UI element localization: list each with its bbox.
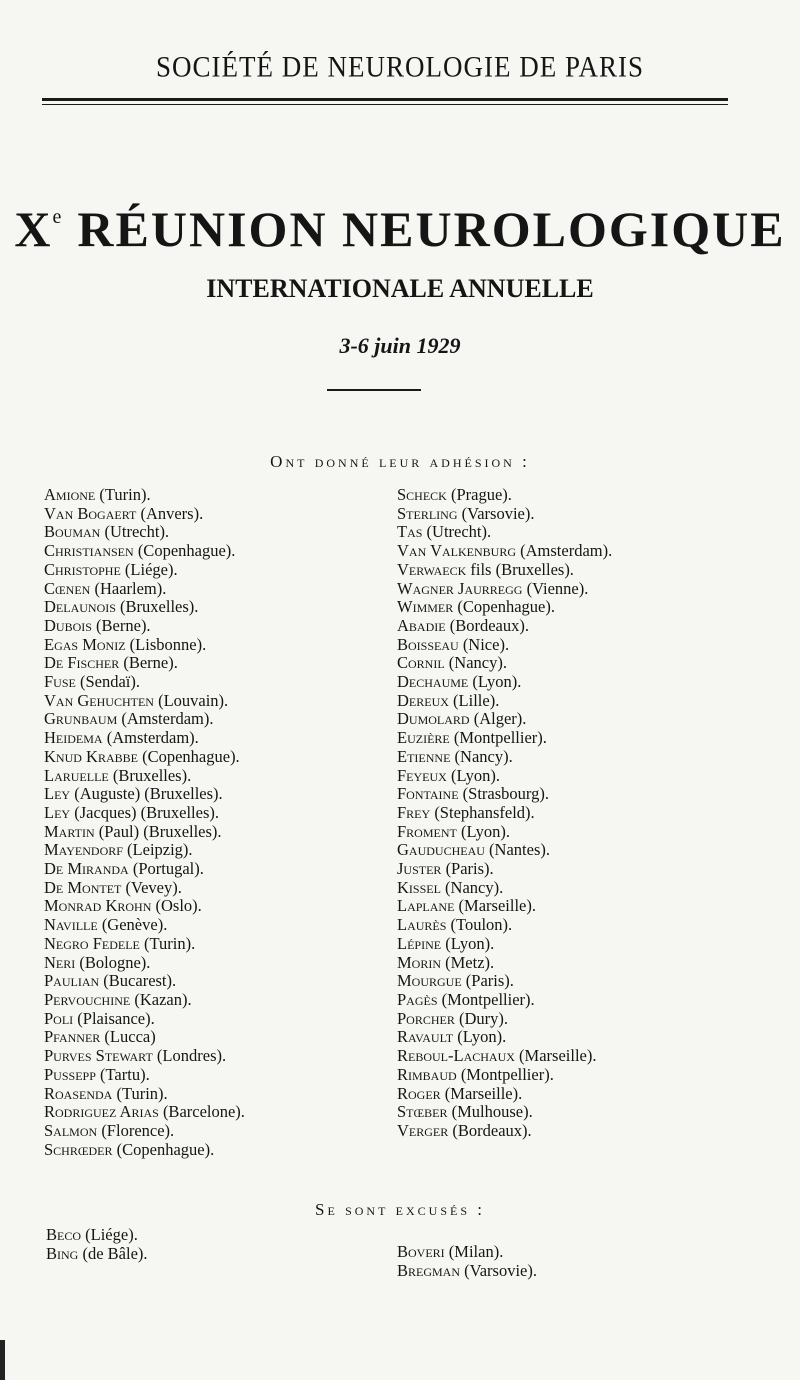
meeting-title — [0, 200, 800, 258]
member-name: Salmon — [44, 1120, 98, 1140]
member-location: (Toulon). — [446, 915, 513, 935]
member-location: (Bologne). — [75, 952, 151, 972]
list-item — [44, 767, 245, 786]
list-item — [44, 617, 245, 636]
member-name: Naville — [44, 915, 98, 935]
list-item — [44, 935, 245, 954]
list-item — [44, 748, 245, 767]
list-item — [397, 523, 612, 542]
member-name: Fontaine — [397, 784, 459, 804]
list-item — [397, 1243, 537, 1262]
list-item — [44, 1047, 245, 1066]
member-name: Sterling — [397, 503, 458, 523]
member-name: Grunbaum — [44, 709, 118, 729]
list-item — [44, 673, 245, 692]
list-item — [44, 916, 245, 935]
list-item — [44, 1028, 245, 1047]
member-name: Pussepp — [44, 1064, 96, 1084]
member-name: Rimbaud — [397, 1064, 457, 1084]
member-location: (Montpellier). — [437, 989, 535, 1009]
member-name: Cornil — [397, 653, 445, 673]
member-name: Bregman — [397, 1260, 461, 1280]
list-item — [44, 1085, 245, 1104]
adhesion-list-left — [44, 486, 245, 1159]
member-location: (Nice). — [458, 634, 510, 654]
member-location: (Lyon). — [456, 821, 511, 841]
adhesion-heading: Ont donné leur adhésion : — [270, 452, 530, 471]
member-location: (Barcelone). — [158, 1102, 245, 1122]
list-item — [397, 1010, 612, 1029]
member-name: Knud Krabbe — [44, 746, 138, 766]
member-location: (Bordeaux). — [448, 1120, 532, 1140]
member-location: (Nancy). — [440, 877, 504, 897]
member-name: Tas — [397, 522, 423, 542]
member-location: (Lille). — [448, 690, 500, 710]
member-location: (Berne). — [119, 653, 178, 673]
member-location: (Vienne). — [522, 578, 589, 598]
member-name: Cœnen — [44, 578, 91, 598]
member-location: (Portugal). — [128, 859, 204, 879]
member-name: Laurès — [397, 915, 447, 935]
title-ordinal: X — [14, 201, 53, 257]
member-location: (Louvain). — [153, 690, 229, 710]
society-header: SOCIÉTÉ DE NEUROLOGIE DE PARIS — [156, 50, 644, 84]
member-name: Pfanner — [44, 1027, 101, 1047]
member-location: (Copenhague). — [137, 746, 240, 766]
member-name: Van Gehuchten — [44, 690, 154, 710]
member-name: Feyeux — [397, 765, 447, 785]
member-name: Rodriguez Arias — [44, 1102, 159, 1122]
member-location: (Lyon). — [468, 672, 522, 692]
member-location: (Oslo). — [151, 896, 202, 916]
member-location: (Londres). — [152, 1046, 227, 1066]
list-item — [397, 841, 612, 860]
list-item — [44, 580, 245, 599]
list-item — [44, 1141, 245, 1160]
member-name: Roasenda — [44, 1083, 113, 1103]
member-name: Mourgue — [397, 971, 462, 991]
member-location: (Leipzig). — [122, 840, 193, 860]
member-name: Fuse — [44, 672, 76, 692]
list-item — [397, 486, 612, 505]
member-location: (Paul) (Bruxelles). — [94, 821, 222, 841]
member-name: Abadie — [397, 615, 446, 635]
member-location: (Jacques) (Bruxelles). — [70, 802, 219, 822]
list-item — [44, 954, 245, 973]
member-name: Porcher — [397, 1008, 455, 1028]
member-location: (Metz). — [441, 952, 495, 972]
member-location: (Genève). — [97, 915, 168, 935]
list-item — [44, 654, 245, 673]
list-item — [44, 804, 245, 823]
list-item — [397, 916, 612, 935]
member-location: (Amsterdam). — [102, 728, 199, 748]
member-name: Etienne — [397, 746, 451, 766]
list-item — [397, 617, 612, 636]
list-item — [397, 823, 612, 842]
list-item — [397, 1085, 612, 1104]
member-name: Stœber — [397, 1102, 448, 1122]
member-name: Boveri — [397, 1242, 445, 1261]
excused-heading: Se sont excusés : — [315, 1200, 485, 1219]
member-location: (Sendaï). — [75, 672, 141, 692]
list-item — [397, 1103, 612, 1122]
list-item — [44, 841, 245, 860]
member-location: (Marseille). — [440, 1083, 523, 1103]
adhesion-list-right — [397, 486, 612, 1141]
member-name: Lépine — [397, 933, 442, 953]
member-name: Amione — [44, 485, 96, 504]
member-name: Verger — [397, 1120, 449, 1140]
member-name: Monrad Krohn — [44, 896, 152, 916]
list-item — [44, 860, 245, 879]
member-name: Beco — [46, 1225, 82, 1244]
member-location: (Montpellier). — [456, 1064, 554, 1084]
list-item — [397, 598, 612, 617]
scan-edge-mark — [0, 1340, 5, 1380]
list-item — [397, 710, 612, 729]
member-location: (Nancy). — [444, 653, 507, 673]
member-location: (Bucarest). — [99, 971, 177, 991]
member-name: Laruelle — [44, 765, 109, 785]
member-name: Ley — [44, 784, 71, 804]
list-item — [44, 1122, 245, 1141]
member-name: De Montet — [44, 877, 122, 897]
member-location: (Lyon). — [446, 765, 501, 785]
member-location: (Tartu). — [95, 1064, 150, 1084]
member-location: (Nantes). — [484, 840, 550, 860]
member-name: Van Bogaert — [44, 503, 137, 523]
excused-list-right — [397, 1243, 537, 1280]
member-name: Bouman — [44, 522, 101, 542]
member-location: (Dury). — [454, 1008, 509, 1028]
list-item — [397, 729, 612, 748]
list-item — [44, 561, 245, 580]
member-name: Van Valkenburg — [397, 541, 516, 561]
member-name: Heidema — [44, 728, 103, 748]
member-location: (Bordeaux). — [445, 615, 529, 635]
title-text: RÉUNION NEUROLOGIQUE — [77, 201, 786, 257]
member-name: Dumolard — [397, 709, 470, 729]
list-item — [397, 1122, 612, 1141]
member-name: Pagès — [397, 989, 438, 1009]
member-name: Dubois — [44, 615, 92, 635]
member-location: (Bruxelles). — [108, 765, 192, 785]
member-name: Egas Moniz — [44, 634, 126, 654]
list-item — [397, 804, 612, 823]
member-location: (Varsovie). — [457, 503, 535, 523]
list-item — [46, 1226, 148, 1245]
list-item — [397, 580, 612, 599]
member-location: (Copenhague). — [133, 541, 236, 561]
member-name: Scheck — [397, 485, 447, 504]
meeting-date: 3-6 juin 1929 — [339, 333, 461, 358]
member-location: (Auguste) (Bruxelles). — [70, 784, 223, 804]
list-item — [44, 785, 245, 804]
list-item — [397, 561, 612, 580]
list-item — [44, 972, 245, 991]
list-item — [44, 1103, 245, 1122]
member-location: (Milan). — [444, 1242, 504, 1261]
list-item — [44, 1010, 245, 1029]
list-item — [397, 879, 612, 898]
member-name: Roger — [397, 1083, 441, 1103]
member-name: Ley — [44, 802, 71, 822]
list-item — [397, 1262, 537, 1281]
member-location: (Amsterdam). — [516, 541, 613, 561]
header-rule-thin — [42, 104, 728, 105]
member-location: (Prague). — [446, 485, 512, 504]
member-location: (Lyon). — [441, 933, 495, 953]
list-item — [397, 636, 612, 655]
member-location: (Turin). — [95, 485, 151, 504]
list-item — [397, 748, 612, 767]
member-name: Martin — [44, 821, 95, 841]
member-name: Dechaume — [397, 672, 469, 692]
list-item — [44, 636, 245, 655]
member-location: (Paris). — [441, 859, 494, 879]
list-item — [397, 654, 612, 673]
member-location: (Nancy). — [450, 746, 513, 766]
member-location: (Varsovie). — [460, 1260, 537, 1280]
member-name: Laplane — [397, 896, 455, 916]
list-item — [44, 486, 245, 505]
list-item — [397, 1047, 612, 1066]
member-location: (Strasbourg). — [458, 784, 549, 804]
list-item — [44, 542, 245, 561]
list-item — [397, 935, 612, 954]
member-name: Poli — [44, 1008, 74, 1028]
member-location: (de Bâle). — [78, 1243, 148, 1263]
member-location: (Berne). — [91, 615, 151, 635]
list-item — [44, 729, 245, 748]
meeting-subtitle: INTERNATIONALE ANNUELLE — [206, 274, 594, 303]
list-item — [397, 897, 612, 916]
member-name: Morin — [397, 952, 442, 972]
list-item — [397, 972, 612, 991]
member-name: Christiansen — [44, 541, 134, 561]
member-name: Neri — [44, 952, 76, 972]
member-location: (Utrecht). — [422, 522, 492, 542]
list-item — [44, 879, 245, 898]
member-name: Boisseau — [397, 634, 459, 654]
member-location: (Haarlem). — [90, 578, 167, 598]
member-location: (Amsterdam). — [117, 709, 214, 729]
list-item — [397, 692, 612, 711]
member-name: Bing — [46, 1243, 79, 1263]
member-name: Frey — [397, 802, 431, 822]
header-rule-thick — [42, 98, 728, 101]
list-item — [44, 505, 245, 524]
member-location: (Turin). — [112, 1083, 168, 1103]
member-name: Dereux — [397, 690, 449, 710]
list-item — [397, 1066, 612, 1085]
list-item — [44, 692, 245, 711]
member-name: Schrœder — [44, 1139, 113, 1159]
member-location: (Plaisance). — [73, 1008, 155, 1028]
member-name: Pervouchine — [44, 989, 131, 1009]
list-item — [44, 991, 245, 1010]
member-location: (Florence). — [97, 1120, 175, 1140]
member-location: (Copenhague). — [112, 1139, 215, 1159]
member-location: (Mulhouse). — [447, 1102, 533, 1122]
member-location: (Stephansfeld). — [430, 802, 535, 822]
list-item — [44, 523, 245, 542]
list-item — [44, 598, 245, 617]
member-location: (Anvers). — [136, 503, 204, 523]
member-name: Christophe — [44, 559, 121, 579]
list-item — [397, 1028, 612, 1047]
member-location: (Lyon). — [453, 1027, 507, 1047]
member-location: fils (Bruxelles). — [466, 559, 574, 579]
member-location: (Utrecht). — [100, 522, 170, 542]
member-name: Ravault — [397, 1027, 454, 1047]
member-location: (Lucca) — [100, 1027, 156, 1047]
member-location: (Alger). — [469, 709, 527, 729]
list-item — [46, 1245, 148, 1264]
member-name: De Fischer — [44, 653, 120, 673]
list-item — [397, 542, 612, 561]
member-location: (Montpellier). — [449, 728, 547, 748]
list-item — [397, 767, 612, 786]
title-divider — [327, 389, 421, 391]
list-item — [44, 710, 245, 729]
list-item — [397, 954, 612, 973]
list-item — [397, 505, 612, 524]
member-location: (Copenhague). — [453, 597, 555, 617]
member-name: Mayendorf — [44, 840, 123, 860]
list-item — [44, 897, 245, 916]
member-name: Froment — [397, 821, 457, 841]
member-name: De Miranda — [44, 859, 129, 879]
list-item — [397, 785, 612, 804]
member-name: Delaunois — [44, 597, 116, 617]
member-name: Gauducheau — [397, 840, 485, 860]
member-location: (Paris). — [461, 971, 514, 991]
member-location: (Liége). — [81, 1225, 138, 1244]
title-ordinal-sup: e — [52, 206, 64, 228]
member-location: (Lisbonne). — [125, 634, 207, 654]
member-name: Wagner Jaurregg — [397, 578, 523, 598]
member-name: Paulian — [44, 971, 100, 991]
member-name: Verwaeck — [397, 559, 467, 579]
member-location: (Marseille). — [514, 1046, 597, 1066]
member-name: Kissel — [397, 877, 441, 897]
member-name: Negro Fedele — [44, 933, 140, 953]
list-item — [397, 673, 612, 692]
list-item — [397, 991, 612, 1010]
member-location: (Bruxelles). — [115, 597, 199, 617]
member-name: Purves Stewart — [44, 1046, 153, 1066]
member-name: Reboul-Lachaux — [397, 1046, 515, 1066]
member-location: (Marseille). — [454, 896, 536, 916]
member-location: (Vevey). — [121, 877, 182, 897]
list-item — [397, 860, 612, 879]
member-name: Euzière — [397, 728, 450, 748]
member-name: Wimmer — [397, 597, 454, 617]
member-location: (Kazan). — [130, 989, 192, 1009]
member-name: Juster — [397, 859, 442, 879]
member-location: (Turin). — [139, 933, 196, 953]
list-item — [44, 823, 245, 842]
member-location: (Liége). — [120, 559, 178, 579]
list-item — [44, 1066, 245, 1085]
excused-list-left — [46, 1226, 148, 1263]
